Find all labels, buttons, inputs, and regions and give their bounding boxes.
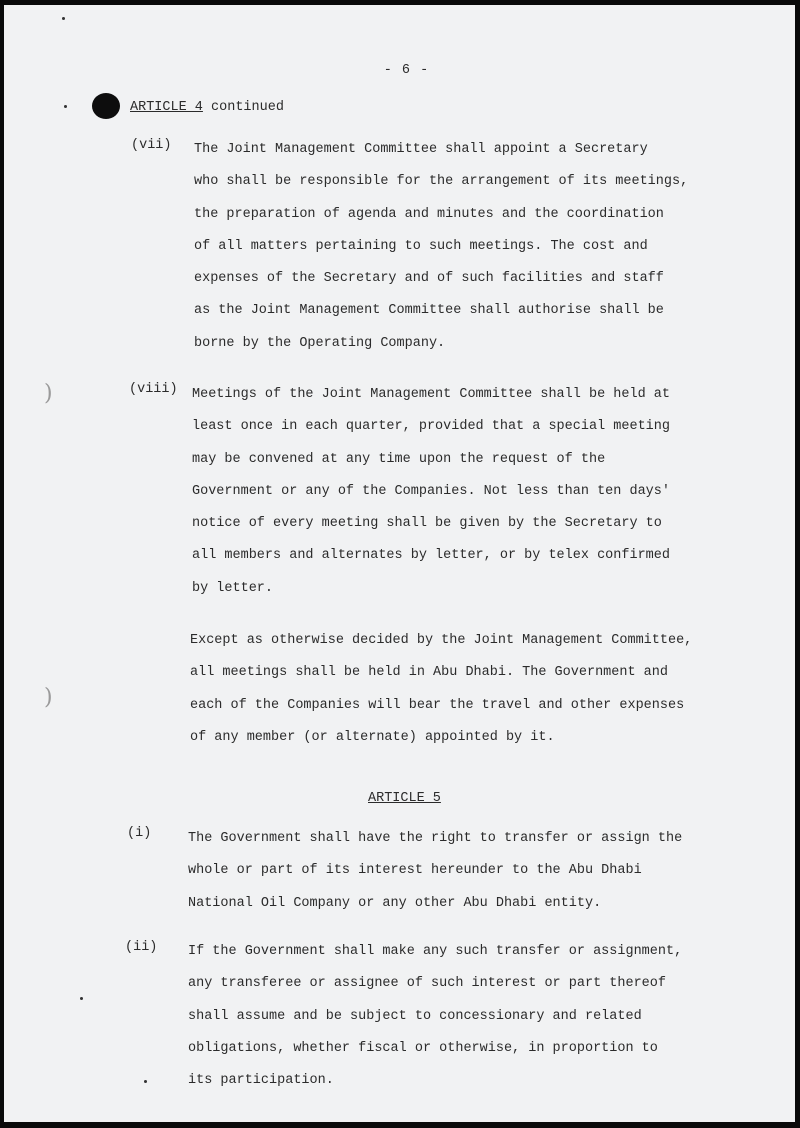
text-line: any transferee or assignee of such interest or part thereof — [188, 976, 666, 992]
text-line: borne by the Operating Company. — [194, 335, 446, 351]
text-line: the preparation of agenda and minutes and the coordination — [194, 206, 664, 222]
section-marker-viii: (viii) — [129, 382, 178, 397]
document-page — [4, 5, 795, 1122]
text-line: obligations, whether fiscal or otherwise, in proportion to — [188, 1040, 658, 1056]
article-4-continued-heading — [130, 100, 284, 115]
text-line: Meetings of the Joint Management Committee shall be held at — [192, 387, 670, 402]
section-marker-vii: (vii) — [131, 138, 172, 153]
text-line: The Government shall have the right to transfer or assign the — [188, 831, 683, 846]
section-ii-text — [188, 936, 682, 1097]
text-line: all meetings shall be held in Abu Dhabi. The Government and — [190, 665, 668, 681]
continued-label: continued — [202, 100, 284, 115]
text-line: Government or any of the Companies. Not less than ten days' — [192, 483, 670, 499]
scan-speck — [62, 17, 65, 20]
text-line: shall assume and be subject to concessionary and related — [188, 1008, 642, 1024]
section-viii-text — [192, 379, 670, 605]
scan-speck — [144, 1080, 147, 1083]
text-line: notice of every meeting shall be given by the Secretary to — [192, 516, 662, 532]
scan-speck — [64, 105, 67, 108]
scan-speck — [80, 997, 83, 1000]
text-line: its participation. — [188, 1073, 334, 1089]
text-line: If the Government shall make any such transfer or assignment, — [188, 944, 683, 959]
margin-mark: ) — [44, 381, 53, 406]
section-vii-text — [194, 134, 688, 360]
text-line: of any member (or alternate) appointed by it. — [190, 729, 555, 745]
punch-hole — [92, 93, 120, 119]
page-number: - 6 - — [383, 63, 430, 78]
text-line: whole or part of its interest hereunder to the Abu Dhabi — [188, 863, 642, 879]
text-line: The Joint Management Committee shall appoint a Secretary — [194, 142, 648, 157]
section-marker-ii: (ii) — [125, 940, 158, 955]
article-5-heading: ARTICLE 5 — [368, 791, 441, 806]
text-line: expenses of the Secretary and of such facilities and staff — [194, 271, 664, 287]
text-line: all members and alternates by letter, or by telex confirmed — [192, 548, 670, 564]
meetings-location-paragraph — [190, 625, 692, 754]
text-line: who shall be responsible for the arrangement of its meetings, — [194, 174, 689, 190]
text-line: by letter. — [192, 580, 274, 596]
text-line: may be convened at any time upon the request of the — [192, 451, 606, 467]
margin-mark: ) — [44, 685, 53, 710]
article-4-title: ARTICLE 4 — [130, 100, 203, 115]
text-line: National Oil Company or any other Abu Dhabi entity. — [188, 895, 602, 911]
section-i-text — [188, 823, 682, 920]
text-line: least once in each quarter, provided that a special meeting — [192, 419, 670, 435]
text-line: as the Joint Management Committee shall authorise shall be — [194, 303, 664, 319]
text-line: each of the Companies will bear the travel and other expenses — [190, 697, 685, 713]
section-marker-i: (i) — [127, 826, 152, 841]
text-line: Except as otherwise decided by the Joint Management Committee, — [190, 633, 693, 648]
text-line: of all matters pertaining to such meetings. The cost and — [194, 238, 648, 254]
